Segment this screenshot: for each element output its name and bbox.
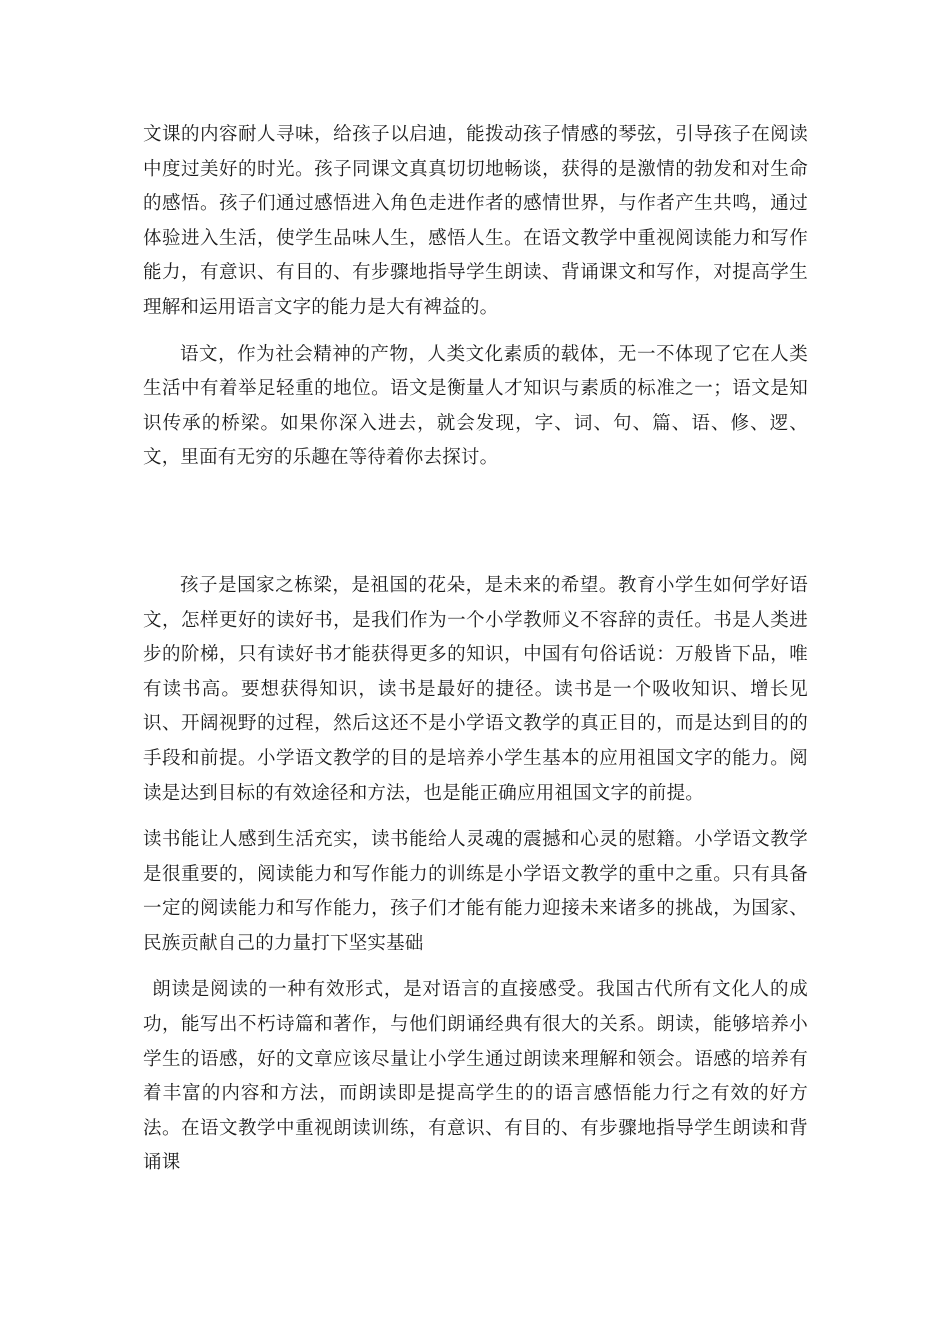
paragraph-continuation: 文课的内容耐人寻味，给孩子以启迪，能拨动孩子情感的琴弦，引导孩子在阅读中度过美好的时光。孩子同课文真真切切地畅谈，获得的是激情的勃发和对生命的感悟。孩子们通过感悟进入角色走进作者的感情世界，与作者产生共鸣，通过体验进入生活，使学生品味人生，感悟人生。在语文教学中重视阅读能力和写作能力，有意识、有目的、有步骤地指导学生朗读、背诵课文和写作，对提高学生理解和运用语言文字的能力是大有裨益的。 (143, 124, 808, 318)
paragraph-chinese-significance: 语文，作为社会精神的产物，人类文化素质的载体，无一不体现了它在人类生活中有着举足轻重的地位。语文是衡量人才知识与素质的标准之一；语文是知识传承的桥梁。如果你深入进去，就会发现，字、词、句、篇、语、修、逻、文，里面有无穷的乐趣在等待着你去探讨。 (143, 343, 808, 469)
paragraph-children-future: 孩子是国家之栋梁，是祖国的花朵，是未来的希望。教育小学生如何学好语文，怎样更好的读好书，是我们作为一个小学教师义不容辞的责任。书是人类进步的阶梯，只有读好书才能获得更多的知识，中国有句俗话说：万般皆下品，唯有读书高。要想获得知识，读书是最好的捷径。读书是一个吸收知识、增长见识、开阔视野的过程，然后这还不是小学语文教学的真正目的，而是达到目的的手段和前提。小学语文教学的目的是培养小学生基本的应用祖国文字的能力。阅读是达到目标的有效途径和方法，也是能正确应用祖国文字的前提。 (143, 574, 808, 804)
paragraph-reading-benefits: 读书能让人感到生活充实，读书能给人灵魂的震撼和心灵的慰籍。小学语文教学是很重要的，阅读能力和写作能力的训练是小学语文教学的重中之重。只有具备一定的阅读能力和写作能力，孩子们才能有能力迎接未来诸多的挑战，为国家、民族贡献自己的力量打下坚实基础 (143, 829, 808, 954)
section-gap (143, 488, 808, 569)
document-page (143, 118, 808, 1193)
paragraph-reading-aloud: 朗读是阅读的一种有效形式，是对语言的直接感受。我国古代所有文化人的成功，能写出不朽诗篇和著作，与他们朗诵经典有很大的关系。朗读，能够培养小学生的语感，好的文章应该尽量让小学生通过朗读来理解和领会。语感的培养有着丰富的内容和方法，而朗读即是提高学生的的语言感悟能力行之有效的好方法。在语文教学中重视朗读训练，有意识、有目的、有步骤地指导学生朗读和背诵课 (143, 979, 808, 1174)
